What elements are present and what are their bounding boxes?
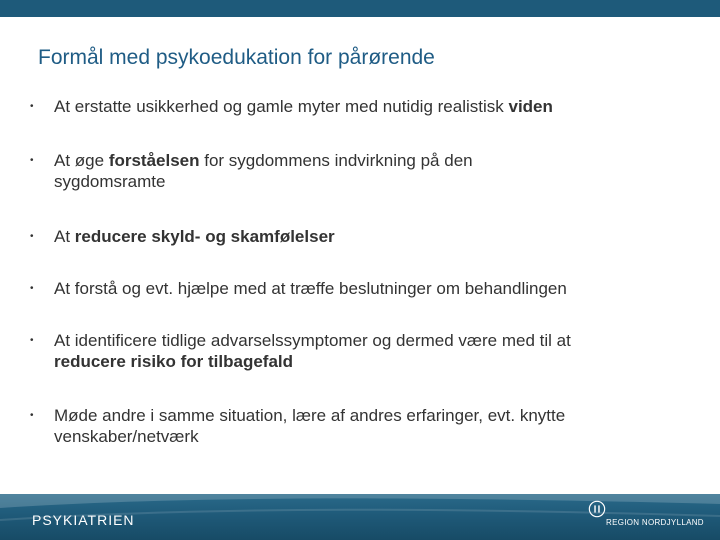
text-run: sygdomsramte [54, 172, 166, 191]
text-run-bold: viden [508, 97, 553, 116]
bullet-marker: • [30, 335, 34, 346]
text-run-bold: reducere risiko for tilbagefald [54, 352, 294, 371]
bullet-marker: • [30, 283, 34, 294]
bullet-line [54, 427, 199, 446]
bullet-item-2 [30, 150, 690, 192]
bullet-marker: • [30, 155, 34, 166]
text-run: Møde andre i samme situation, lære af andres erfaringer, evt. knytte [54, 406, 566, 425]
bullet-line [54, 279, 567, 298]
text-run: At øge [54, 151, 109, 170]
psykiatrien-logo-text: PSYKIATRIEN [32, 512, 135, 528]
bullet-line [54, 172, 165, 191]
bullet-text [54, 330, 690, 372]
bullet-text [54, 226, 690, 247]
text-run: venskaber/netværk [54, 427, 199, 446]
bullet-marker: • [30, 101, 34, 112]
slide-title: Formål med psykoedukation for pårørende [38, 46, 435, 69]
bullet-item-3 [30, 226, 690, 247]
region-nordjylland-logo-text: REGION NORDJYLLAND [606, 518, 704, 527]
bullet-item-1 [30, 96, 690, 117]
text-run-bold: forståelsen [108, 151, 200, 170]
bullet-line [54, 97, 553, 116]
text-run: for sygdommens indvirkning på den [199, 151, 473, 170]
bullet-text [54, 96, 690, 117]
bullet-line [54, 352, 293, 371]
bullet-text [54, 405, 690, 447]
bullet-line [54, 227, 335, 246]
footer-band [0, 494, 720, 540]
text-run: At erstatte usikkerhed og gamle myter med nutidig realistisk [54, 97, 509, 116]
text-run: At identificere tidlige advarselssymptomer og dermed være med til at [54, 331, 571, 350]
region-logo-icon [588, 500, 606, 518]
bullet-item-6 [30, 405, 690, 447]
top-color-band [0, 0, 720, 17]
bullet-text [54, 150, 690, 192]
bullet-item-4 [30, 278, 690, 299]
bullet-text [54, 278, 690, 299]
bullet-line [54, 331, 571, 350]
bullet-line [54, 406, 565, 425]
bullet-item-5 [30, 330, 690, 372]
bullet-line [54, 151, 473, 170]
text-run-bold: reducere skyld- og skamfølelser [74, 227, 335, 246]
text-run: At forstå og evt. hjælpe med at træffe beslutninger om behandlingen [54, 279, 567, 298]
bullet-marker: • [30, 410, 34, 421]
text-run: At [54, 227, 75, 246]
bullet-marker: • [30, 231, 34, 242]
